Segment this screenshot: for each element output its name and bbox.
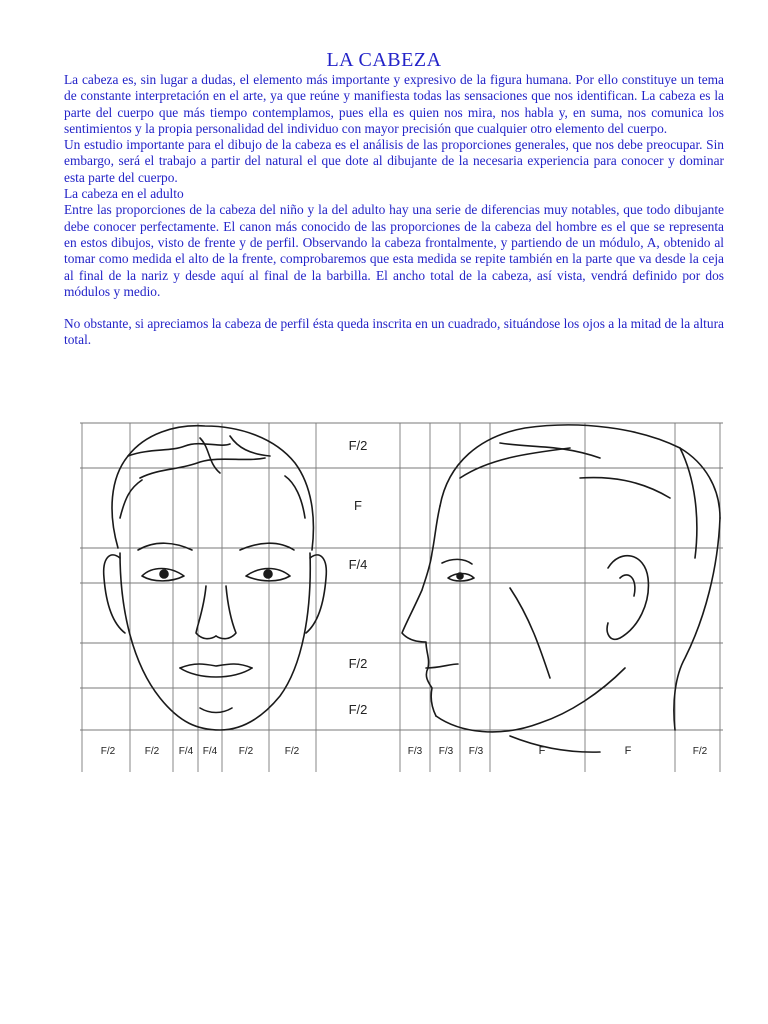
page-title: LA CABEZA (326, 49, 442, 71)
front-col-label-5: F/2 (238, 746, 254, 757)
section-heading-adult: La cabeza en el adulto (64, 186, 184, 202)
front-col-label-1: F/2 (100, 746, 116, 757)
profile-column-labels (408, 745, 708, 757)
row-label-4: F/2 (348, 656, 368, 671)
proportion-grid (80, 423, 723, 772)
body-text (64, 72, 724, 349)
paragraph-proportions: Entre las proporciones de la cabeza del niño y la del adulto hay una serie de diferencias muy notables, que todo dibujante debe conocer perfectamente. El canon más conocido de las proporciones de la cabeza del hombre es el que se representa en estos dibujos, visto de frente y de perfil. Observando la cabeza frontalmente, y partiendo de un módulo, A, obtenido al tomar como medida el alto de la frente, comprobaremos que esta medida se repite también en la parte que va desde la ceja al final de la nariz y desde aquí al final de la barbilla. El ancho total de la cabeza, así vista, vendrá definido por dos módulos y medio. (64, 202, 724, 299)
front-col-label-6: F/2 (284, 746, 300, 757)
row-label-1: F/2 (348, 438, 368, 453)
front-col-label-4: F/4 (202, 746, 218, 757)
profile-col-label-4: F (538, 745, 546, 757)
head-proportions-figure (80, 418, 723, 773)
front-head-drawing (104, 426, 327, 730)
profile-col-label-2: F/3 (438, 746, 454, 757)
row-labels (349, 438, 368, 717)
profile-col-label-5: F (624, 745, 632, 757)
paragraph-intro: La cabeza es, sin lugar a dudas, el elemento más importante y expresivo de la figura humana. Por ello constituye un tema de constante interpretación en el arte, ya que reúne y manifiesta todas las sensaciones que nos identifican. La cabeza es la parte del cuerpo que más tiempo contemplamos, pues ella es quien nos mira, nos habla y, en suma, nos comunica los sentimientos y la propia personalidad del individuo con mayor precisión que cualquier otro elemento del cuerpo. (64, 72, 724, 136)
profile-col-label-1: F/3 (407, 746, 423, 757)
row-label-5: F/2 (348, 702, 368, 717)
profile-col-label-6: F/2 (692, 746, 708, 757)
front-column-labels (101, 746, 300, 757)
front-col-label-3: F/4 (178, 746, 194, 757)
row-label-3: F/4 (348, 557, 368, 572)
row-label-2: F (354, 498, 362, 513)
paragraph-profile: No obstante, si apreciamos la cabeza de perfil ésta queda inscrita en un cuadrado, situándose los ojos a la mitad de la altura total. (64, 316, 724, 348)
profile-col-label-3: F/3 (468, 746, 484, 757)
front-col-label-2: F/2 (144, 746, 160, 757)
profile-head-drawing (402, 425, 720, 752)
paragraph-study: Un estudio importante para el dibujo de la cabeza es el análisis de las proporciones generales, que nos debe preocupar. Sin embargo, será el trabajo a partir del natural el que dote al dibujante de la necesaria experiencia para conocer y dominar esta parte del cuerpo. (64, 137, 724, 185)
